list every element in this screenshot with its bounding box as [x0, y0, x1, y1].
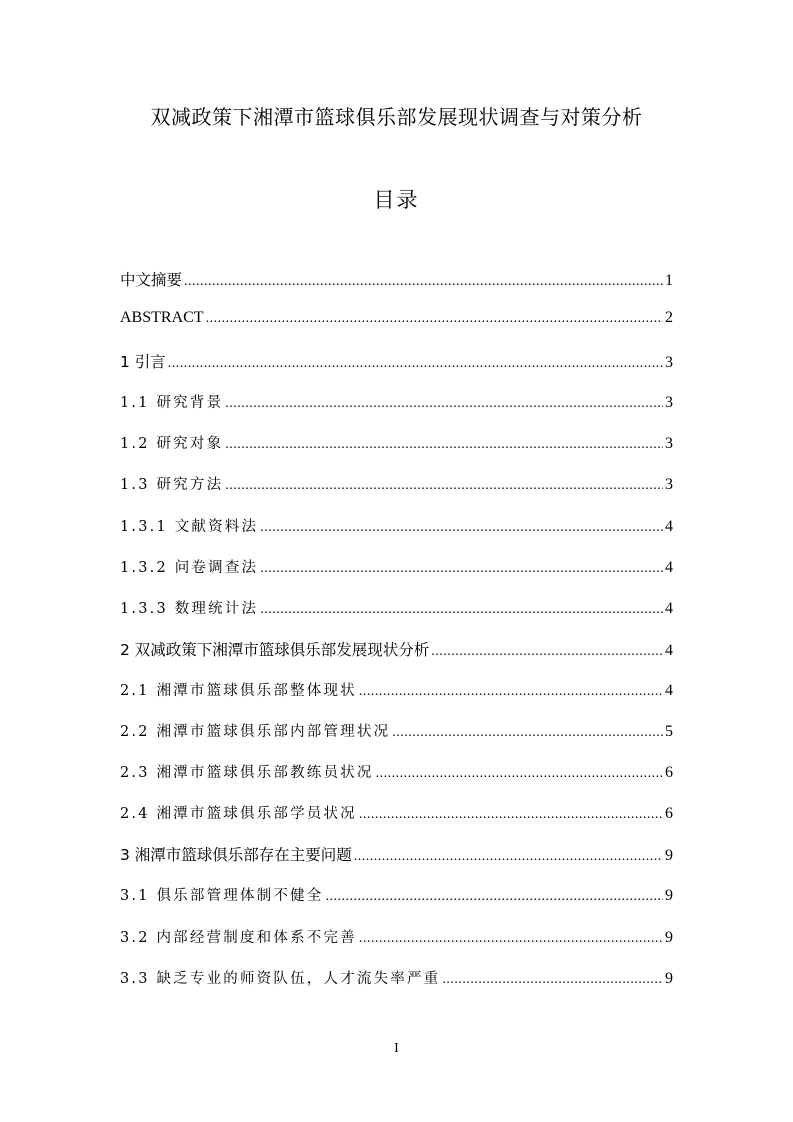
toc-entry-page: 9	[665, 887, 673, 905]
toc-entry-page: 9	[665, 928, 673, 946]
toc-entry-label: 3.3 缺乏专业的师资队伍，人才流失率严重	[120, 970, 441, 987]
toc-entry-1-3[interactable]	[120, 473, 673, 514]
toc-entry-label: 2.1 湘潭市篮球俱乐部整体现状	[120, 682, 357, 699]
toc-leader-dots	[442, 972, 663, 988]
toc-entry-3-3[interactable]	[120, 967, 673, 1008]
toc-entry-page: 4	[665, 681, 673, 699]
toc-leader-dots	[260, 520, 663, 536]
toc-leader-dots	[392, 725, 663, 741]
toc-entry-page: 9	[665, 847, 673, 865]
toc-entry-page: 3	[665, 354, 673, 372]
toc-entry-label: 2.3 湘潭市篮球俱乐部教练员状况	[120, 765, 374, 782]
toc-entry-page: 3	[665, 435, 673, 453]
toc-entry-2-3[interactable]	[120, 761, 673, 802]
toc-leader-dots	[359, 931, 663, 947]
toc-entry-label: 1.3 研究方法	[120, 477, 224, 494]
toc-entry-page: 2	[665, 309, 673, 327]
toc-entry-label: 1.1 研究背景	[120, 395, 224, 412]
toc-entry-1-2[interactable]	[120, 432, 673, 473]
toc-entry-page: 3	[665, 476, 673, 494]
toc-entry-page: 4	[665, 599, 673, 617]
toc-entry-2[interactable]	[120, 638, 673, 679]
toc-leader-dots	[359, 684, 663, 700]
toc-entry-1-3-1[interactable]	[120, 515, 673, 556]
toc-entry-2-4[interactable]	[120, 802, 673, 843]
toc-entry-1-1[interactable]	[120, 391, 673, 432]
page-number: I	[394, 1041, 399, 1056]
toc-leader-dots	[260, 602, 663, 618]
toc-entry-1-3-2[interactable]	[120, 556, 673, 597]
toc-entry-3-1[interactable]	[120, 884, 673, 925]
toc-entry-abstract-en[interactable]	[120, 309, 673, 350]
toc-entry-label: 3 湘潭市篮球俱乐部存在主要问题	[120, 846, 352, 865]
toc-leader-dots	[206, 311, 663, 327]
toc-entry-label: 2.2 湘潭市篮球俱乐部内部管理状况	[120, 724, 391, 741]
toc-leader-dots	[325, 889, 663, 905]
toc-entry-label: ABSTRACT	[120, 309, 204, 327]
toc-entry-label: 3.1 俱乐部管理体制不健全	[120, 888, 324, 905]
toc-entry-page: 5	[665, 723, 673, 741]
toc-entry-abstract-cn[interactable]	[120, 268, 673, 309]
toc-entry-label: 1.3.1 文献资料法	[120, 518, 259, 535]
toc-heading: 目录	[373, 188, 420, 212]
toc-entry-label: 中文摘要	[120, 271, 183, 289]
toc-leader-dots	[431, 644, 663, 660]
toc-entry-label: 1.3.3 数理统计法	[120, 600, 259, 617]
document-title: 双减政策下湘潭市篮球俱乐部发展现状调查与对策分析	[150, 105, 643, 129]
toc-entry-page: 4	[665, 517, 673, 535]
toc-entry-1-3-3[interactable]	[120, 597, 673, 638]
toc-leader-dots	[359, 807, 663, 823]
toc-entry-page: 6	[665, 805, 673, 823]
toc-leader-dots	[184, 274, 663, 290]
toc-leader-dots	[225, 478, 663, 494]
table-of-contents	[120, 268, 673, 1008]
toc-entry-label: 2 双减政策下湘潭市篮球俱乐部发展现状分析	[120, 640, 430, 659]
toc-entry-2-1[interactable]	[120, 679, 673, 720]
toc-leader-dots	[260, 561, 663, 577]
toc-leader-dots	[354, 849, 663, 865]
toc-entry-label: 1.3.2 问卷调查法	[120, 559, 259, 576]
toc-entry-page: 3	[665, 394, 673, 412]
toc-entry-3[interactable]	[120, 843, 673, 884]
toc-leader-dots	[225, 437, 663, 453]
toc-entry-page: 1	[665, 272, 673, 289]
toc-entry-label: 2.4 湘潭市篮球俱乐部学员状况	[120, 806, 357, 823]
toc-leader-dots	[376, 766, 663, 782]
toc-entry-label: 1 引言	[120, 353, 166, 372]
toc-entry-label: 1.2 研究对象	[120, 436, 224, 453]
toc-leader-dots	[168, 356, 663, 372]
toc-leader-dots	[225, 396, 663, 412]
toc-entry-page: 6	[665, 764, 673, 782]
toc-entry-1[interactable]	[120, 350, 673, 391]
toc-entry-2-2[interactable]	[120, 720, 673, 761]
toc-entry-page: 4	[665, 558, 673, 576]
toc-entry-3-2[interactable]	[120, 926, 673, 967]
toc-entry-label: 3.2 内部经营制度和体系不完善	[120, 929, 357, 946]
toc-entry-page: 9	[665, 969, 673, 987]
toc-entry-page: 4	[665, 641, 673, 659]
